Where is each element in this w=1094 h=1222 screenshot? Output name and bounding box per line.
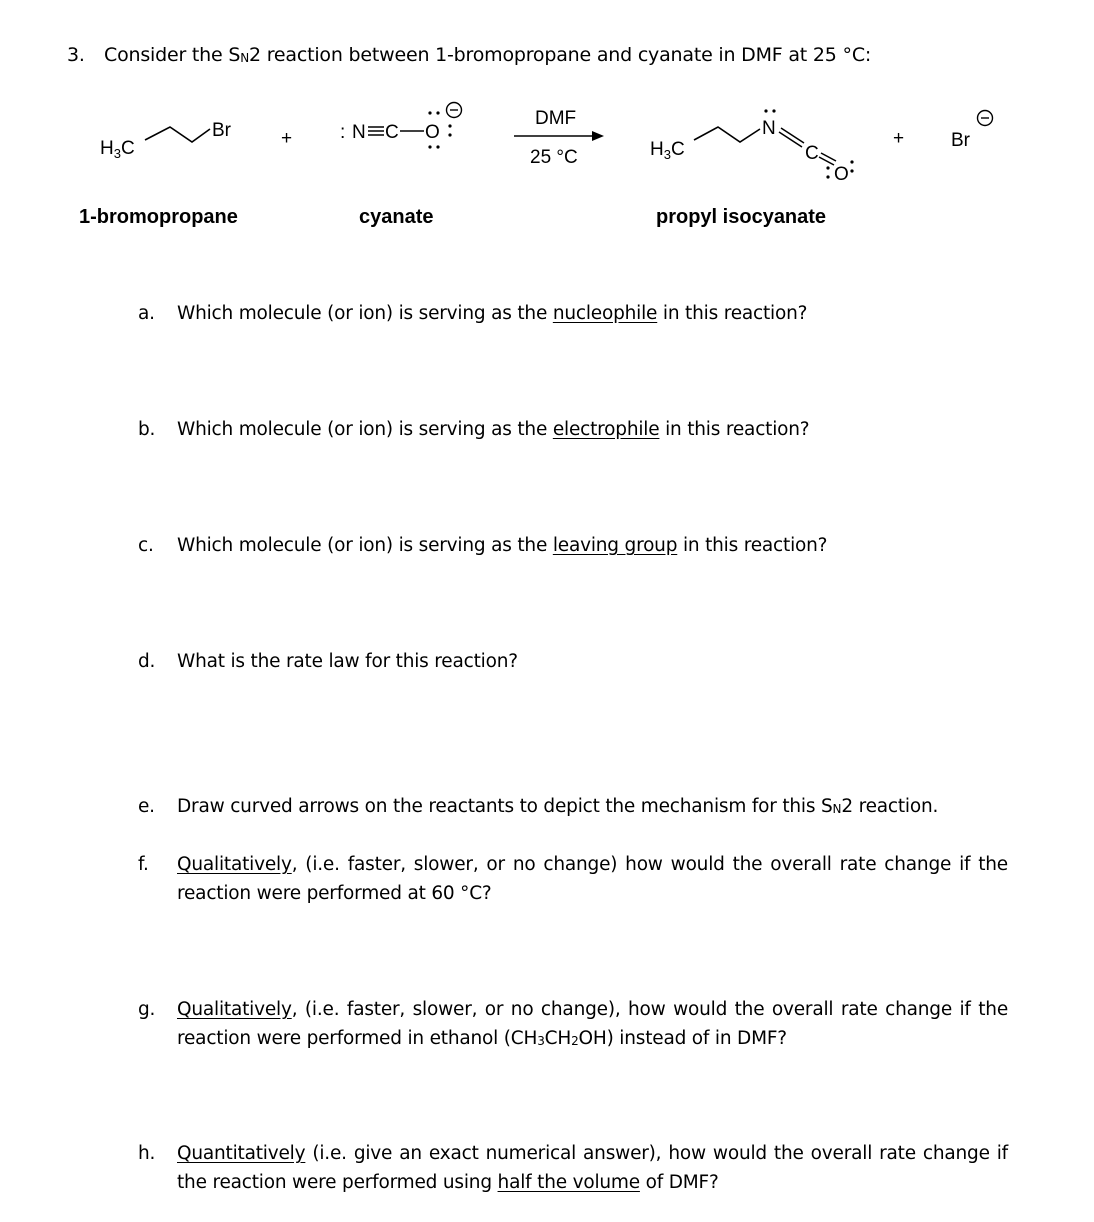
- lone-pair-dot: [850, 169, 853, 172]
- question-e: [138, 792, 1008, 824]
- cyanate-n: N: [352, 122, 366, 143]
- question-g: [138, 995, 1008, 1056]
- label-cyanate: cyanate: [359, 206, 434, 228]
- question-number: 3.: [67, 44, 85, 66]
- term-qualitatively: Qualitatively: [177, 999, 292, 1020]
- item-letter: g.: [138, 999, 156, 1020]
- question-d: [138, 647, 1008, 676]
- bromide-label: Br: [951, 130, 970, 151]
- lone-pair-dot: [428, 111, 431, 114]
- isocyanate-o: O: [834, 164, 849, 185]
- reactant-1-bromopropane: [100, 120, 232, 161]
- h3c-label: $H_3C$: [650, 139, 685, 162]
- question-prompt: Consider the SN2 reaction between 1-bromopropane and cyanate in DMF at 25 °C:: [104, 44, 872, 66]
- item-letter: d.: [138, 651, 156, 672]
- question-h: [138, 1139, 1008, 1197]
- item-letter: c.: [138, 535, 154, 556]
- propyl-chain-bond: [145, 127, 210, 142]
- item-letter: h.: [138, 1143, 156, 1164]
- cyanate-c: C: [385, 122, 399, 143]
- question-c: [138, 531, 1008, 560]
- plus-sign: +: [281, 128, 293, 149]
- lone-pair-dot: [436, 111, 439, 114]
- h3c-label: $H_3C$: [100, 138, 135, 161]
- reaction-arrow: [514, 108, 604, 168]
- lone-pair-dot: [826, 166, 829, 169]
- item-letter: f.: [138, 854, 149, 875]
- propyl-chain-bond: [694, 127, 760, 142]
- n-lone-pair: :: [340, 122, 346, 143]
- label-propyl-isocyanate: propyl isocyanate: [656, 206, 827, 228]
- lone-pair-dot: [850, 160, 853, 163]
- item-text: Which molecule (or ion) is serving as the nucleophile in this reaction?: [177, 303, 808, 324]
- question-b: [138, 415, 1008, 444]
- condition-temperature: 25 °C: [530, 147, 578, 168]
- reactant-cyanate: [340, 103, 462, 149]
- term-half-the-volume: half the volume: [497, 1172, 640, 1193]
- lone-pair-dot: [764, 109, 767, 112]
- condition-solvent: DMF: [535, 108, 577, 129]
- item-text: Qualitatively, (i.e. faster, slower, or no change), how would the overall rate change if the reaction were performed in ethanol (CH3CH2OH) instead of in DMF?: [177, 999, 1008, 1049]
- item-text: Which molecule (or ion) is serving as the electrophile in this reaction?: [177, 419, 810, 440]
- term-electrophile: electrophile: [552, 419, 660, 440]
- term-qualitatively: Qualitatively: [177, 854, 292, 875]
- cyanate-o: O: [425, 122, 440, 143]
- lone-pair-dot: [826, 175, 829, 178]
- question-f: [138, 850, 1008, 908]
- term-leaving-group: leaving group: [552, 535, 678, 556]
- product-bromide: [951, 111, 993, 152]
- item-text: Quantitatively (i.e. give an exact numerical answer), how would the overall rate change if the reaction were performed using half the volume of DMF?: [177, 1143, 1008, 1193]
- lone-pair-dot: [772, 109, 775, 112]
- item-text: What is the rate law for this reaction?: [177, 651, 518, 672]
- question-a: [138, 299, 1008, 328]
- product-propyl-isocyanate: [650, 109, 854, 185]
- plus-sign: +: [893, 128, 905, 149]
- item-letter: a.: [138, 303, 155, 324]
- lone-pair-dot: [436, 145, 439, 148]
- item-letter: b.: [138, 419, 156, 440]
- lone-pair-dot: [428, 145, 431, 148]
- term-nucleophile: nucleophile: [552, 303, 658, 324]
- lone-pair-dot: [448, 124, 451, 127]
- item-letter: e.: [138, 796, 155, 817]
- item-text: Which molecule (or ion) is serving as the leaving group in this reaction?: [177, 535, 828, 556]
- isocyanate-n: N: [762, 118, 776, 139]
- arrowhead-icon: [592, 131, 604, 141]
- item-text: Draw curved arrows on the reactants to depict the mechanism for this SN2 reaction.: [177, 796, 939, 817]
- term-quantitatively: Quantitatively: [177, 1143, 306, 1164]
- isocyanate-c: C: [805, 143, 819, 164]
- item-text: Qualitatively, (i.e. faster, slower, or no change) how would the overall rate change if the reaction were performed at 60 °C?: [177, 854, 1008, 904]
- label-1-bromopropane: 1-bromopropane: [79, 206, 238, 228]
- lone-pair-dot: [448, 133, 451, 136]
- br-label: Br: [212, 120, 231, 141]
